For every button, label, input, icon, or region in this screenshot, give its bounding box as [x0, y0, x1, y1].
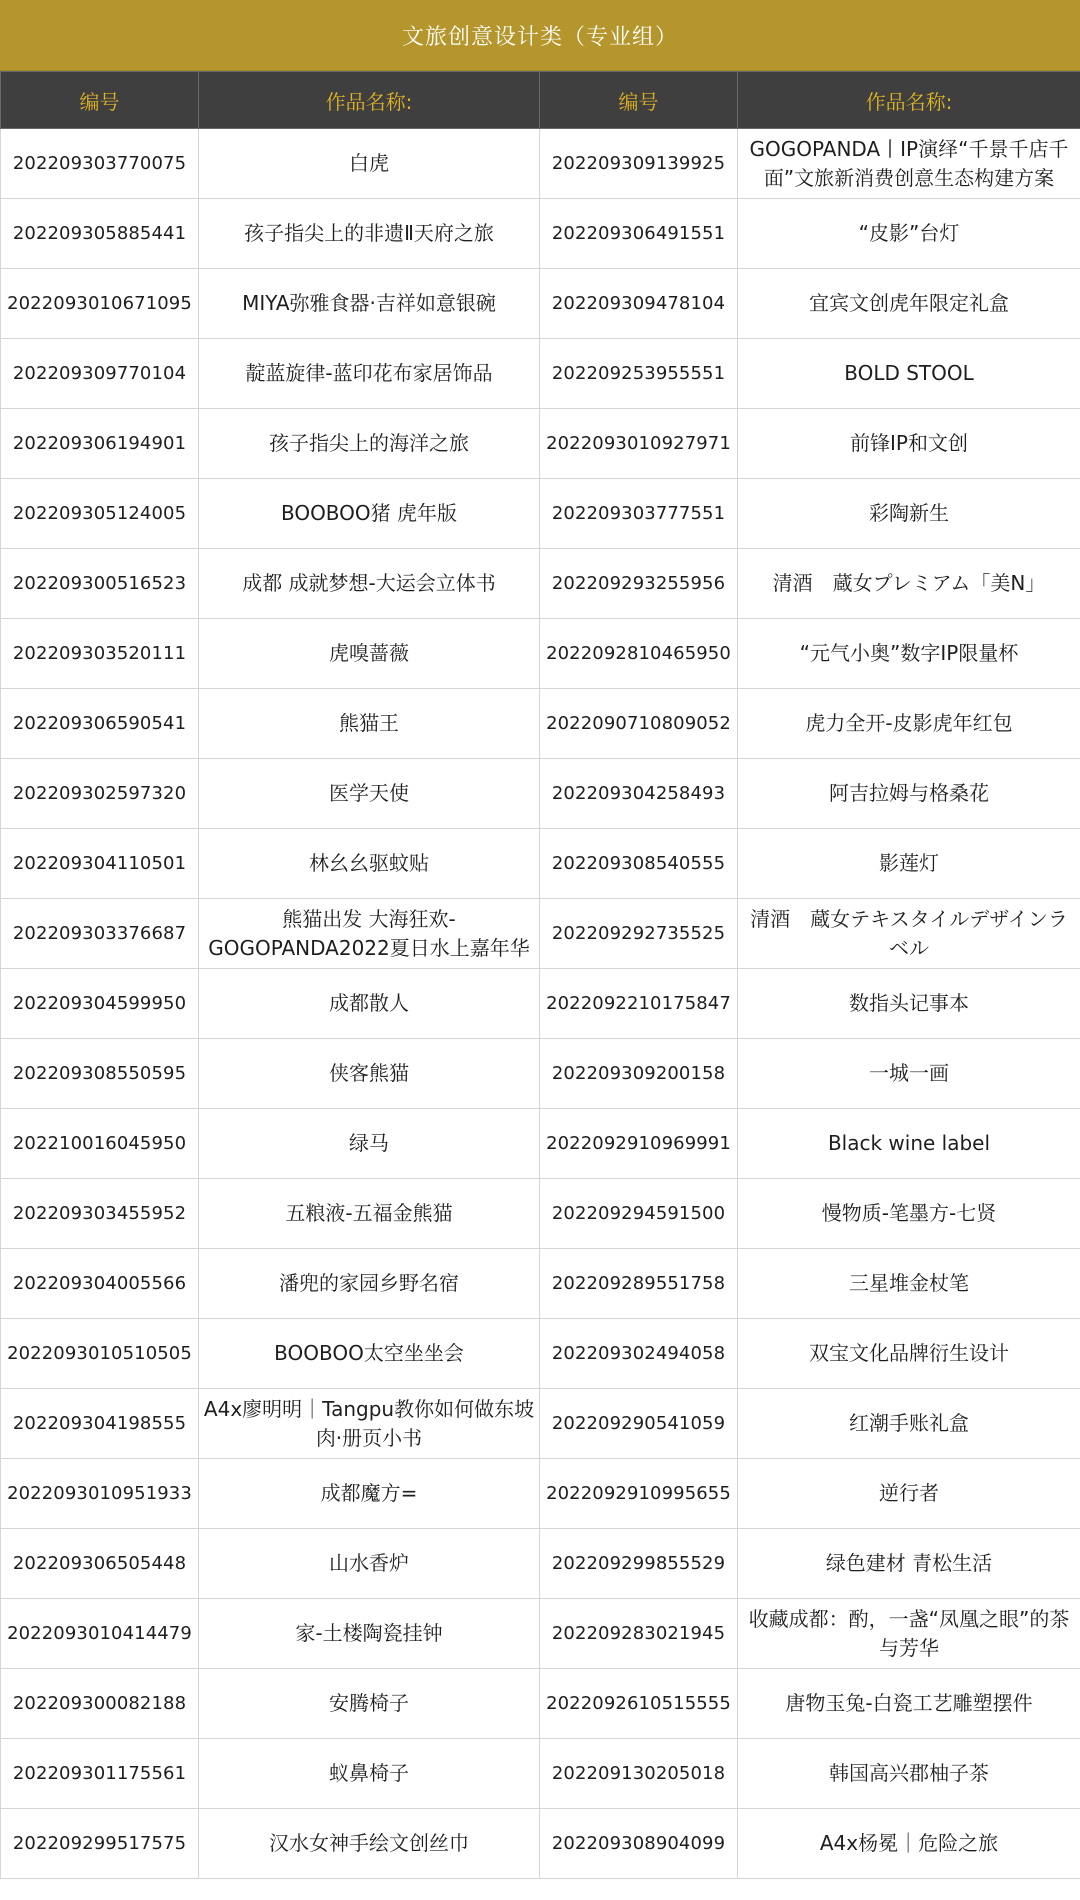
entry-name-right: 前锋IP和文创 — [738, 409, 1080, 479]
entry-code-right: 2022092910969991 — [540, 1109, 738, 1179]
entry-code-left: 202209305124005 — [1, 479, 199, 549]
table-row — [1, 619, 1080, 689]
table-row — [1, 1179, 1080, 1249]
entry-name-right: 慢物质-笔墨方-七贤 — [738, 1179, 1080, 1249]
entry-name-left: 孩子指尖上的非遗Ⅱ天府之旅 — [199, 199, 540, 269]
entry-name-right: 阿吉拉姆与格桑花 — [738, 759, 1080, 829]
entry-code-left: 202209304198555 — [1, 1389, 199, 1459]
entry-code-right: 202209290541059 — [540, 1389, 738, 1459]
table-row — [1, 479, 1080, 549]
entry-code-left: 202210016045950 — [1, 1109, 199, 1179]
table-row — [1, 339, 1080, 409]
table-title-bar — [0, 0, 1080, 71]
entry-code-right: 202209293255956 — [540, 549, 738, 619]
entry-code-right: 202209289551758 — [540, 1249, 738, 1319]
entry-code-right: 202209299855529 — [540, 1529, 738, 1599]
entry-code-left: 202209304005566 — [1, 1249, 199, 1319]
entry-code-right: 202209302494058 — [540, 1319, 738, 1389]
entry-name-left: 熊猫王 — [199, 689, 540, 759]
entry-code-right: 202209303777551 — [540, 479, 738, 549]
entry-name-left: 林幺幺驱蚊贴 — [199, 829, 540, 899]
entry-code-left: 202209309770104 — [1, 339, 199, 409]
entry-name-left: 虎嗅蔷薇 — [199, 619, 540, 689]
table-row — [1, 1529, 1080, 1599]
header-code-left: 编号 — [1, 72, 199, 129]
entry-name-right: 逆行者 — [738, 1459, 1080, 1529]
entry-code-right: 202209304258493 — [540, 759, 738, 829]
entry-code-left: 2022093010951933 — [1, 1459, 199, 1529]
entry-code-left: 202209302597320 — [1, 759, 199, 829]
entry-code-left: 202209303376687 — [1, 899, 199, 969]
table-row — [1, 899, 1080, 969]
entry-name-right: 一城一画 — [738, 1039, 1080, 1109]
works-table — [0, 71, 1080, 1879]
entry-code-right: 202209309478104 — [540, 269, 738, 339]
table-row — [1, 409, 1080, 479]
entry-name-right: A4x杨冕｜危险之旅 — [738, 1809, 1080, 1879]
entry-name-right: GOGOPANDA丨IP演绎“千景千店千面”文旅新消费创意生态构建方案 — [738, 129, 1080, 199]
entry-code-right: 202209309139925 — [540, 129, 738, 199]
entry-name-left: 五粮液-五福金熊猫 — [199, 1179, 540, 1249]
header-code-right: 编号 — [540, 72, 738, 129]
table-row — [1, 199, 1080, 269]
entry-code-left: 202209303770075 — [1, 129, 199, 199]
entry-code-right: 202209253955551 — [540, 339, 738, 409]
table-row — [1, 1459, 1080, 1529]
entry-name-right: 绿色建材 青松生活 — [738, 1529, 1080, 1599]
entry-code-left: 202209300082188 — [1, 1669, 199, 1739]
entry-name-right: 红潮手账礼盒 — [738, 1389, 1080, 1459]
entry-code-right: 2022090710809052 — [540, 689, 738, 759]
entry-name-left: 绿马 — [199, 1109, 540, 1179]
entry-code-left: 202209304110501 — [1, 829, 199, 899]
entry-name-left: 成都 成就梦想-大运会立体书 — [199, 549, 540, 619]
entry-code-right: 202209308904099 — [540, 1809, 738, 1879]
header-row — [1, 72, 1080, 129]
entry-code-right: 2022092810465950 — [540, 619, 738, 689]
entry-name-left: 白虎 — [199, 129, 540, 199]
entry-name-left: 医学天使 — [199, 759, 540, 829]
table-row — [1, 689, 1080, 759]
table-row — [1, 549, 1080, 619]
entry-name-right: 韩国高兴郡柚子茶 — [738, 1739, 1080, 1809]
entry-name-left: 蚁鼻椅子 — [199, 1739, 540, 1809]
entry-code-right: 202209292735525 — [540, 899, 738, 969]
table-header — [1, 72, 1080, 129]
entry-code-left: 202209306590541 — [1, 689, 199, 759]
entry-code-left: 2022093010671095 — [1, 269, 199, 339]
table-row — [1, 1809, 1080, 1879]
entry-name-right: 影莲灯 — [738, 829, 1080, 899]
entry-code-right: 202209306491551 — [540, 199, 738, 269]
entry-name-right: Black wine label — [738, 1109, 1080, 1179]
entry-name-left: 潘兜的家园乡野名宿 — [199, 1249, 540, 1319]
entry-name-left: BOOBOO太空坐坐会 — [199, 1319, 540, 1389]
entry-code-right: 2022092910995655 — [540, 1459, 738, 1529]
entry-name-right: 三星堆金杖笔 — [738, 1249, 1080, 1319]
entry-name-left: MIYA弥雅食器·吉祥如意银碗 — [199, 269, 540, 339]
entry-name-right: 收藏成都：酌，一盏“凤凰之眼”的茶与芳华 — [738, 1599, 1080, 1669]
entry-name-left: 孩子指尖上的海洋之旅 — [199, 409, 540, 479]
header-name-right: 作品名称: — [738, 72, 1080, 129]
table-title: 文旅创意设计类（专业组） — [401, 24, 678, 50]
entry-name-left: 成都散人 — [199, 969, 540, 1039]
entry-name-right: 清酒 蔵女プレミアム「美N」 — [738, 549, 1080, 619]
entry-code-right: 2022092210175847 — [540, 969, 738, 1039]
table-row — [1, 1109, 1080, 1179]
entry-code-left: 2022093010510505 — [1, 1319, 199, 1389]
entry-name-left: 安腾椅子 — [199, 1669, 540, 1739]
table-body — [1, 129, 1080, 1879]
entry-name-right: 宜宾文创虎年限定礼盒 — [738, 269, 1080, 339]
entry-code-left: 202209301175561 — [1, 1739, 199, 1809]
table-row — [1, 759, 1080, 829]
header-name-left: 作品名称: — [199, 72, 540, 129]
entry-name-right: “皮影”台灯 — [738, 199, 1080, 269]
entry-code-right: 202209283021945 — [540, 1599, 738, 1669]
table-row — [1, 1739, 1080, 1809]
entry-name-right: 彩陶新生 — [738, 479, 1080, 549]
table-row — [1, 969, 1080, 1039]
entry-name-left: 靛蓝旋律-蓝印花布家居饰品 — [199, 339, 540, 409]
table-row — [1, 1669, 1080, 1739]
table-row — [1, 269, 1080, 339]
table-row — [1, 1039, 1080, 1109]
table-row — [1, 1249, 1080, 1319]
entry-name-left: A4x廖明明｜Tangpu教你如何做东坡肉·册页小书 — [199, 1389, 540, 1459]
entry-code-left: 202209306194901 — [1, 409, 199, 479]
table-row — [1, 829, 1080, 899]
entry-name-right: 数指头记事本 — [738, 969, 1080, 1039]
entry-name-right: 虎力全开-皮影虎年红包 — [738, 689, 1080, 759]
entry-code-left: 202209306505448 — [1, 1529, 199, 1599]
table-row — [1, 1599, 1080, 1669]
entry-code-left: 202209299517575 — [1, 1809, 199, 1879]
entry-code-left: 2022093010414479 — [1, 1599, 199, 1669]
entry-code-right: 2022093010927971 — [540, 409, 738, 479]
entry-name-right: 清酒 蔵女テキスタイルデザインラベル — [738, 899, 1080, 969]
entry-code-right: 202209308540555 — [540, 829, 738, 899]
entry-code-left: 202209303455952 — [1, 1179, 199, 1249]
table-row — [1, 1389, 1080, 1459]
entry-name-left: 成都魔方= — [199, 1459, 540, 1529]
entry-name-left: 侠客熊猫 — [199, 1039, 540, 1109]
table-row — [1, 1319, 1080, 1389]
entry-name-left: 汉水女神手绘文创丝巾 — [199, 1809, 540, 1879]
entry-name-left: 熊猫出发 大海狂欢-GOGOPANDA2022夏日水上嘉年华 — [199, 899, 540, 969]
entry-code-left: 202209304599950 — [1, 969, 199, 1039]
entry-code-right: 202209309200158 — [540, 1039, 738, 1109]
entry-code-left: 202209300516523 — [1, 549, 199, 619]
entry-name-left: BOOBOO猪 虎年版 — [199, 479, 540, 549]
entry-code-right: 202209130205018 — [540, 1739, 738, 1809]
entry-name-right: 唐物玉兔-白瓷工艺雕塑摆件 — [738, 1669, 1080, 1739]
entry-name-left: 山水香炉 — [199, 1529, 540, 1599]
entry-code-right: 2022092610515555 — [540, 1669, 738, 1739]
entry-name-right: “元气小奥”数字IP限量杯 — [738, 619, 1080, 689]
entry-code-right: 202209294591500 — [540, 1179, 738, 1249]
table-row — [1, 129, 1080, 199]
entry-code-left: 202209308550595 — [1, 1039, 199, 1109]
entry-name-left: 家-土楼陶瓷挂钟 — [199, 1599, 540, 1669]
entry-code-left: 202209303520111 — [1, 619, 199, 689]
entry-name-right: 双宝文化品牌衍生设计 — [738, 1319, 1080, 1389]
entry-code-left: 202209305885441 — [1, 199, 199, 269]
entry-name-right: BOLD STOOL — [738, 339, 1080, 409]
